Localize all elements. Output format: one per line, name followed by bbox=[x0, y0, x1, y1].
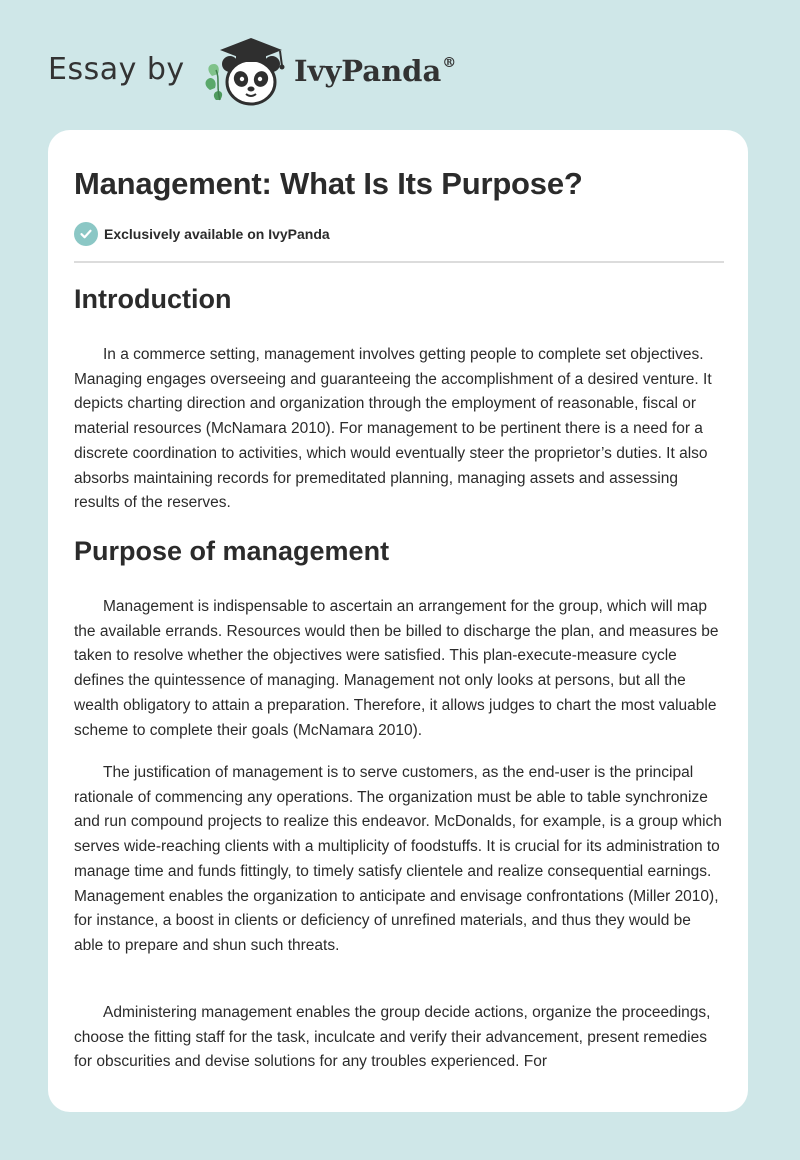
check-icon bbox=[74, 222, 98, 246]
paragraph: Management is indispensable to ascertain an arrangement for the group, which will map the available errands. Resources would then be billed to discharge the plan, and measures be taken to resolve whether the objectives were satisfied. This plan-execute-measure cycle defines the quintessence of managing. Management not only looks at persons, but all the wealth obligatory to attain a preparation. Therefore, it allows judges to chart the most valuable scheme to complete their goals (McNamara 2010). bbox=[74, 598, 719, 739]
essay-title: Management: What Is Its Purpose? bbox=[74, 166, 583, 201]
brand-header bbox=[48, 34, 528, 114]
availability-badge bbox=[74, 222, 330, 246]
brand-prefix: Essay by bbox=[48, 52, 185, 87]
paragraph: Administering management enables the group decide actions, organize the proceedings, choose the fitting staff for the task, inculcate and verify their advancement, present remedies for obscurities and devise solutions for any troubles experienced. For bbox=[74, 1004, 711, 1071]
section-heading-introduction: Introduction bbox=[74, 284, 232, 314]
paragraph: The justification of management is to serve customers, as the end-user is the principal rationale of commencing any operations. The organization must be able to table synchronize and run compound projects to realize this endeavor. McDonalds, for example, is a group which serves wide-reaching clients with a multiplicity of foodstuffs. It is crucial for its administration to manage time and funds fittingly, to timely satisfy clientele and realize consequential earnings. Management enables the organization to anticipate and envisage confrontations (Miller 2010), for instance, a boost in clients or deficiency of unrefined materials, and thus they would be able to prepare and shun such threats. bbox=[74, 764, 722, 954]
paragraph: In a commerce setting, management involves getting people to complete set objectives. Managing engages overseeing and guaranteeing the accomplishment of a desired venture. It depicts charting direction and organization through the employment of reasonable, fiscal or material resources (McNamara 2010). For management to be pertinent there is a need for a discrete coordination to activities, which would eventually steer the proprietor’s duties. It also absorbs maintaining records for premeditated planning, managing assets and assessing results of the reserves. bbox=[74, 346, 712, 512]
ivypanda-logo-icon bbox=[202, 34, 298, 110]
essay-card bbox=[48, 130, 748, 1112]
section-heading-purpose: Purpose of management bbox=[74, 536, 390, 566]
brand-name: IvyPanda® bbox=[294, 54, 457, 88]
availability-text: Exclusively available on IvyPanda bbox=[104, 226, 330, 242]
registered-mark: ® bbox=[442, 55, 457, 71]
title-divider bbox=[74, 261, 724, 263]
